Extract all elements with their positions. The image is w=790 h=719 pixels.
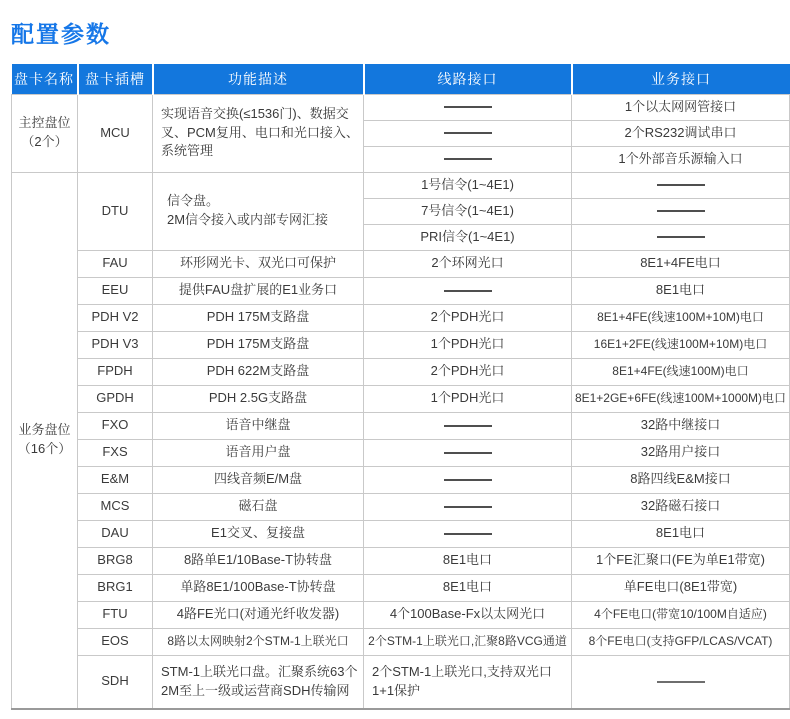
group-count: （16个） [17, 441, 72, 457]
cell-line [364, 466, 572, 493]
cell-line-mcu-3 [364, 146, 572, 172]
cell-svc: 8个FE电口(支持GFP/LCAS/VCAT) [572, 628, 790, 655]
cell-slot: GPDH [78, 385, 153, 412]
group-count: （2个） [21, 134, 68, 149]
cell-line: 2个STM-1上联光口,汇聚8路VCG通道 [364, 628, 572, 655]
row-fxs [12, 439, 790, 466]
cell-line-mcu-2 [364, 120, 572, 146]
cell-slot: FAU [78, 250, 153, 277]
cell-slot: FXS [78, 439, 153, 466]
cell-slot: FXO [78, 412, 153, 439]
cell-slot-dtu: DTU [78, 172, 153, 250]
dtu-desc-line1: 信令盘。 [167, 193, 220, 209]
cell-svc-mcu-1: 1个以太网网管接口 [572, 94, 790, 120]
cell-slot: MCS [78, 493, 153, 520]
config-parameters-table [11, 64, 790, 710]
cell-line-mcu-1 [364, 94, 572, 120]
cell-desc: PDH 2.5G支路盘 [153, 385, 364, 412]
row-brg8 [12, 547, 790, 574]
dash-line [657, 210, 705, 212]
cell-slot: PDH V3 [78, 331, 153, 358]
dash-line [657, 184, 705, 186]
row-dau [12, 520, 790, 547]
cell-svc-mcu-3: 1个外部音乐源输入口 [572, 146, 790, 172]
cell-line [364, 493, 572, 520]
cell-desc: 语音用户盘 [153, 439, 364, 466]
cell-svc: 1个FE汇聚口(FE为单E1带宽) [572, 547, 790, 574]
page-title: 配置参数 [11, 21, 111, 47]
cell-slot: FTU [78, 601, 153, 628]
column-header-card-name: 盘卡名称 [12, 64, 78, 94]
cell-svc: 8E1电口 [572, 520, 790, 547]
row-pdh-v2 [12, 304, 790, 331]
cell-slot: PDH V2 [78, 304, 153, 331]
cell-line: 1个PDH光口 [364, 331, 572, 358]
cell-svc-dtu-1 [572, 172, 790, 198]
cell-desc: E1交叉、复接盘 [153, 520, 364, 547]
cell-slot-mcu: MCU [78, 94, 153, 172]
cell-desc: 四线音频E/M盘 [153, 466, 364, 493]
cell-line: 2个PDH光口 [364, 358, 572, 385]
cell-desc: PDH 175M支路盘 [153, 331, 364, 358]
cell-line-dtu-3: PRI信令(1~4E1) [364, 224, 572, 250]
cell-line: 8E1电口 [364, 574, 572, 601]
row-eos [12, 628, 790, 655]
group-label-service [12, 172, 78, 709]
cell-line-sdh: 2个STM-1上联光口,支持双光口1+1保护 [364, 655, 572, 709]
column-header-service-interface: 业务接口 [572, 64, 790, 94]
table-header-row [12, 64, 790, 94]
cell-desc: 语音中继盘 [153, 412, 364, 439]
cell-slot: DAU [78, 520, 153, 547]
cell-line [364, 439, 572, 466]
row-fau [12, 250, 790, 277]
cell-desc: 单路8E1/100Base-T协转盘 [153, 574, 364, 601]
cell-svc-dtu-2 [572, 198, 790, 224]
dtu-desc-line2: 2M信令接入或内部专网汇接 [167, 212, 329, 227]
cell-desc-dtu [153, 172, 364, 250]
cell-line: 8E1电口 [364, 547, 572, 574]
dash-line [444, 132, 492, 134]
row-em [12, 466, 790, 493]
dash-line [444, 533, 492, 535]
cell-desc: 8路以太网映射2个STM-1上联光口 [153, 628, 364, 655]
cell-svc-mcu-2: 2个RS232调试串口 [572, 120, 790, 146]
cell-desc: 磁石盘 [153, 493, 364, 520]
cell-svc-sdh [572, 655, 790, 709]
row-pdh-v3 [12, 331, 790, 358]
dash-line [657, 681, 705, 683]
cell-svc: 16E1+2FE(线速100M+10M)电口 [572, 331, 790, 358]
dash-line [444, 106, 492, 108]
cell-svc-dtu-3 [572, 224, 790, 250]
column-header-function-desc: 功能描述 [153, 64, 364, 94]
cell-svc: 8E1+4FE(线速100M+10M)电口 [572, 304, 790, 331]
cell-desc: 8路单E1/10Base-T协转盘 [153, 547, 364, 574]
cell-slot: E&M [78, 466, 153, 493]
dash-line [444, 452, 492, 454]
cell-svc: 单FE电口(8E1带宽) [572, 574, 790, 601]
cell-line [364, 277, 572, 304]
cell-svc: 8E1+4FE(线速100M)电口 [572, 358, 790, 385]
row-fxo [12, 412, 790, 439]
cell-line-dtu-2: 7号信令(1~4E1) [364, 198, 572, 224]
row-brg1 [12, 574, 790, 601]
cell-svc: 32路中继接口 [572, 412, 790, 439]
row-sdh [12, 655, 790, 709]
cell-slot: BRG8 [78, 547, 153, 574]
cell-desc: 提供FAU盘扩展的E1业务口 [153, 277, 364, 304]
cell-slot-sdh: SDH [78, 655, 153, 709]
cell-line: 1个PDH光口 [364, 385, 572, 412]
column-header-card-slot: 盘卡插槽 [78, 64, 153, 94]
cell-desc-mcu: 实现语音交换(≤1536门)、数据交叉、PCM复用、电口和光口接入、系统管理 [153, 94, 364, 172]
dash-line [657, 236, 705, 238]
cell-line: 2个PDH光口 [364, 304, 572, 331]
dash-line [444, 425, 492, 427]
cell-slot: EOS [78, 628, 153, 655]
cell-line [364, 520, 572, 547]
row-gpdh [12, 385, 790, 412]
column-header-line-interface: 线路接口 [364, 64, 572, 94]
row-ftu [12, 601, 790, 628]
cell-svc: 4个FE电口(带宽10/100M自适应) [572, 601, 790, 628]
cell-svc: 8E1电口 [572, 277, 790, 304]
cell-desc: 4路FE光口(对通光纤收发器) [153, 601, 364, 628]
cell-slot: FPDH [78, 358, 153, 385]
cell-line [364, 412, 572, 439]
dash-line [444, 506, 492, 508]
row-fpdh [12, 358, 790, 385]
dash-line [444, 158, 492, 160]
cell-desc-sdh: STM-1上联光口盘。汇聚系统63个2M至上一级或运营商SDH传输网 [153, 655, 364, 709]
cell-slot: BRG1 [78, 574, 153, 601]
row-dtu [12, 172, 790, 198]
cell-desc: 环形网光卡、双光口可保护 [153, 250, 364, 277]
dash-line [444, 290, 492, 292]
group-label-main-control [12, 94, 78, 172]
row-mcs [12, 493, 790, 520]
cell-line: 2个环网光口 [364, 250, 572, 277]
cell-line: 4个100Base-Fx以太网光口 [364, 601, 572, 628]
cell-desc: PDH 622M支路盘 [153, 358, 364, 385]
cell-svc: 32路磁石接口 [572, 493, 790, 520]
cell-svc: 8路四线E&M接口 [572, 466, 790, 493]
cell-desc: PDH 175M支路盘 [153, 304, 364, 331]
cell-svc: 8E1+2GE+6FE(线速100M+1000M)电口 [572, 385, 790, 412]
cell-line-dtu-1: 1号信令(1~4E1) [364, 172, 572, 198]
cell-slot: EEU [78, 277, 153, 304]
dash-line [444, 479, 492, 481]
row-eeu [12, 277, 790, 304]
cell-svc: 32路用户接口 [572, 439, 790, 466]
row-mcu [12, 94, 790, 120]
cell-svc: 8E1+4FE电口 [572, 250, 790, 277]
group-name: 主控盘位 [18, 115, 71, 131]
group-name: 业务盘位 [18, 422, 71, 438]
